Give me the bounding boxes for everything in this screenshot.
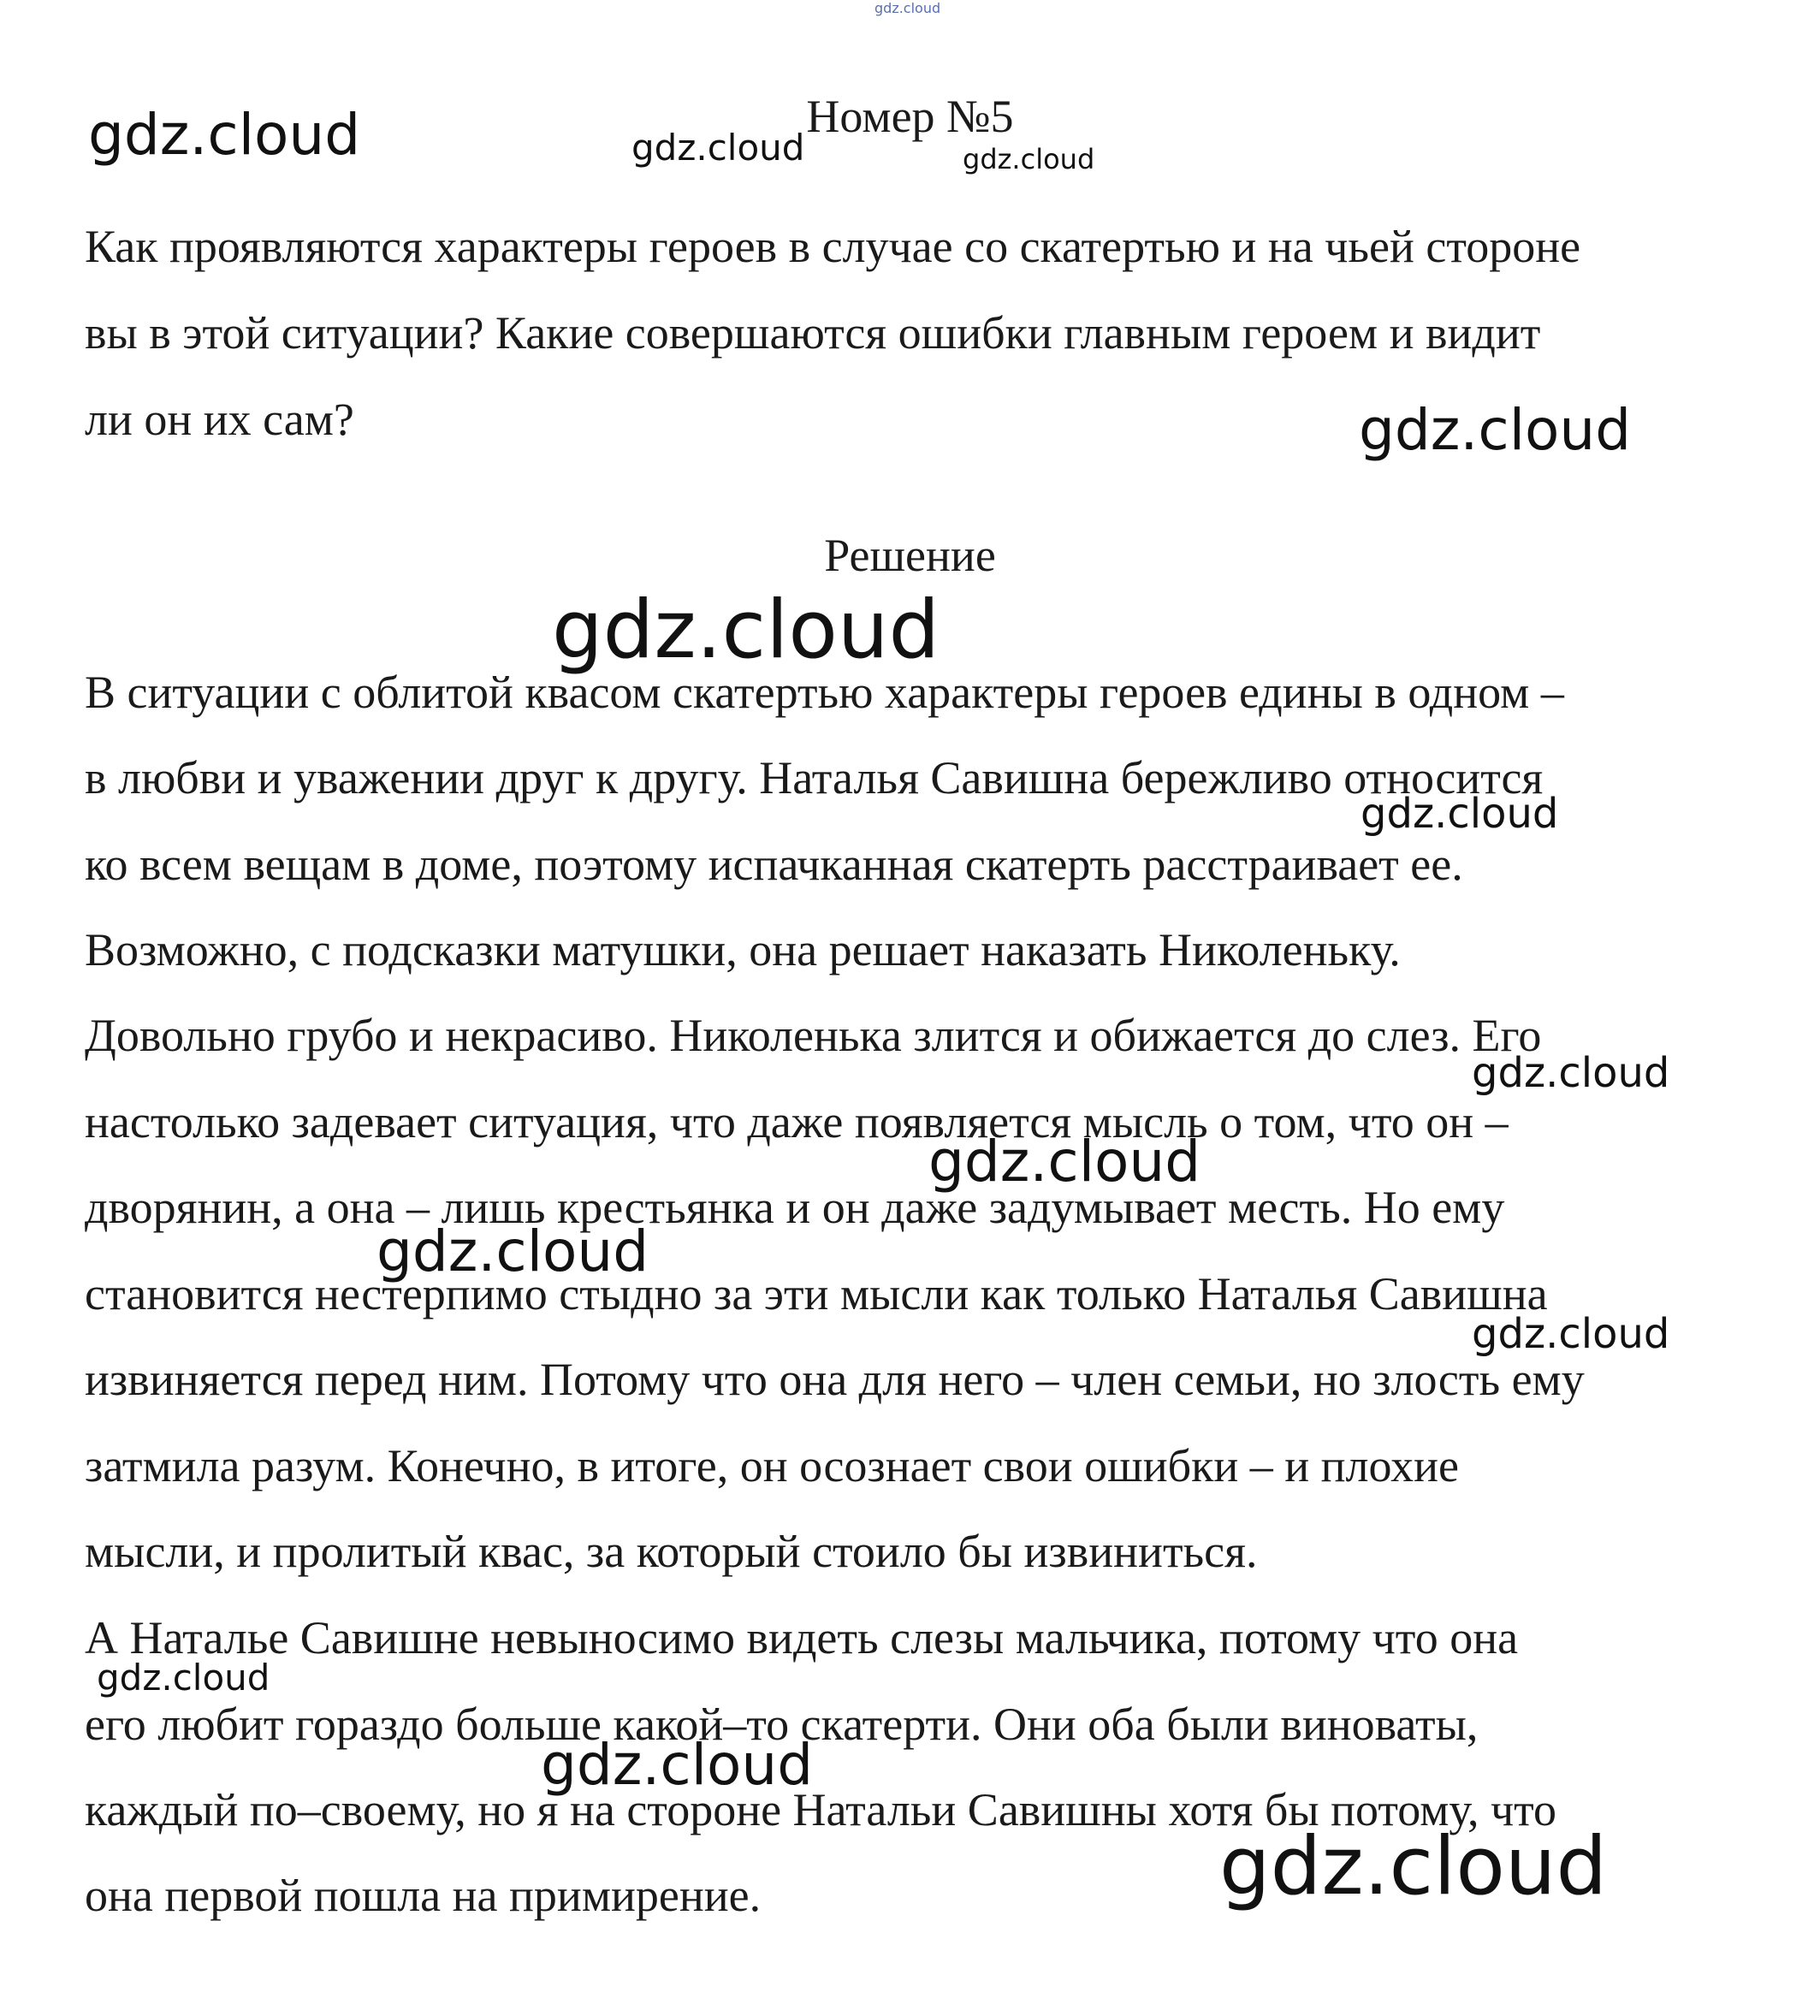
watermark: gdz.cloud [1359, 397, 1632, 463]
watermark: gdz.cloud [552, 584, 940, 677]
answer-line: в любви и уважении друг к другу. Наталья Савишна бережливо относится [85, 752, 1544, 803]
question-line: ли он их сам? [85, 394, 354, 445]
answer-line: его любит гораздо больше какой–то скатерти. Они оба были виноваты, [85, 1699, 1479, 1750]
answer-line: А Наталье Савишне невыносимо видеть слезы мальчика, потому что она [85, 1612, 1519, 1663]
watermark: gdz.cloud [376, 1218, 649, 1284]
answer-line: ко всем вещам в доме, поэтому испачканная скатерть расстраивает ее. [85, 839, 1463, 890]
watermark: gdz.cloud [963, 143, 1095, 175]
solution-heading: Решение [824, 530, 996, 581]
answer-line: становится нестерпимо стыдно за эти мысли как только Наталья Савишна [85, 1268, 1548, 1319]
question-line: Как проявляются характеры героев в случае со скатертью и на чьей стороне [85, 221, 1581, 272]
answer-line: В ситуации с облитой квасом скатертью характеры героев едины в одном – [85, 667, 1564, 718]
answer-line: Возможно, с подсказки матушки, она решает наказать Николеньку. [85, 924, 1401, 975]
question-line: вы в этой ситуации? Какие совершаются ошибки главным героем и видит [85, 307, 1541, 359]
watermark: gdz.cloud [1472, 1049, 1670, 1097]
answer-line: настолько задевает ситуация, что даже появляется мысль о том, что он – [85, 1096, 1509, 1147]
watermark: gdz.cloud [88, 102, 361, 168]
header-watermark: gdz.cloud [874, 0, 941, 16]
page-title: Номер №5 [806, 91, 1014, 142]
watermark: gdz.cloud [631, 127, 805, 169]
watermark: gdz.cloud [541, 1732, 814, 1798]
watermark: gdz.cloud [1472, 1310, 1670, 1358]
answer-line: она первой пошла на примирение. [85, 1870, 762, 1921]
watermark: gdz.cloud [97, 1657, 270, 1699]
answer-line: каждый по–своему, но я на стороне Натальи Савишны хотя бы потому, что [85, 1784, 1557, 1835]
watermark: gdz.cloud [1361, 790, 1559, 838]
answer-line: дворянин, а она – лишь крестьянка и он даже задумывает месть. Но ему [85, 1182, 1505, 1233]
watermark: gdz.cloud [928, 1129, 1201, 1195]
answer-line: Довольно грубо и некрасиво. Николенька злится и обижается до слез. Его [85, 1010, 1542, 1061]
watermark: gdz.cloud [1219, 1820, 1608, 1913]
answer-line: затмила разум. Конечно, в итоге, он осознает свои ошибки – и плохие [85, 1440, 1460, 1491]
answer-line: мысли, и пролитый квас, за который стоило бы извиниться. [85, 1526, 1258, 1577]
answer-line: извиняется перед ним. Потому что она для него – член семьи, но злость ему [85, 1354, 1585, 1405]
